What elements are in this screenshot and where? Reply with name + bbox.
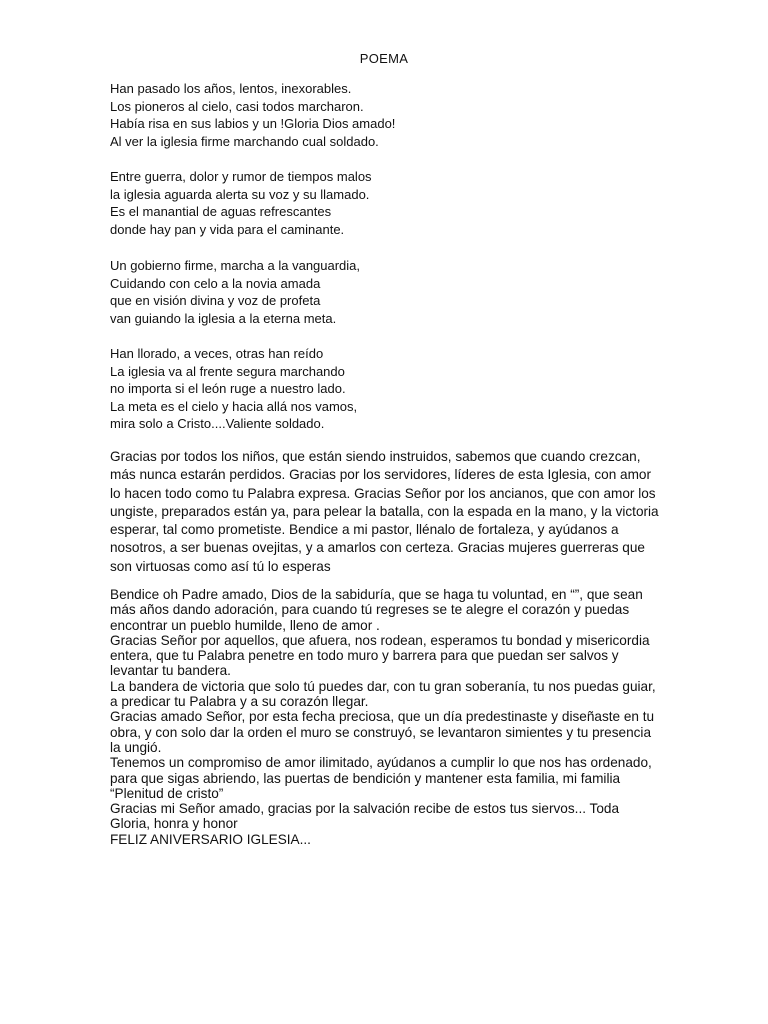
- stanza-line: Entre guerra, dolor y rumor de tiempos malos: [110, 169, 372, 184]
- paragraph-line: Tenemos un compromiso de amor ilimitado, ayúdanos a cumplir lo que nos has ordenado,: [110, 755, 652, 771]
- stanza-line: Al ver la iglesia firme marchando cual soldado.: [110, 133, 379, 149]
- paragraph-line: Bendice oh Padre amado, Dios de la sabiduría, que se haga tu voluntad, en “”, que sean: [110, 587, 643, 602]
- paragraph-line: obra, y con solo dar la orden el muro se construyó, se levantaron simientes y tu presencia: [110, 724, 652, 740]
- paragraph-line: más nunca estarán perdidos. Gracias por los servidores, líderes de esta Iglesia, con amor: [110, 467, 651, 483]
- stanza-line: Cuidando con celo a la novia amada: [110, 275, 321, 291]
- paragraph-blessing: [110, 587, 682, 847]
- paragraph-line: “Plenitud de cristo”: [110, 785, 224, 801]
- paragraph-line: FELIZ ANIVERSARIO IGLESIA...: [110, 831, 311, 847]
- paragraph-line: para que sigas abriendo, las puertas de bendición y mantener esta familia, mi familia: [110, 770, 621, 786]
- stanza-line: La meta es el cielo y hacia allá nos vamos,: [110, 398, 358, 414]
- stanza-line: Es el manantial de aguas refrescantes: [110, 204, 332, 220]
- paragraph-line: son virtuosas como así tú lo esperas: [110, 558, 331, 574]
- paragraph-line: la ungió.: [110, 739, 162, 755]
- stanza-line: Los pioneros al cielo, casi todos marcharon.: [110, 98, 364, 114]
- paragraph-line: Gracias amado Señor, por esta fecha preciosa, que un día predestinaste y diseñaste en tu: [110, 709, 655, 725]
- paragraph-line: Gloria, honra y honor: [110, 816, 238, 832]
- stanza-1: [110, 80, 670, 150]
- stanza-line: Un gobierno firme, marcha a la vanguardia,: [110, 258, 361, 273]
- paragraph-line: Gracias mi Señor amado, gracias por la salvación recibe de estos tus siervos... Toda: [110, 801, 620, 817]
- stanza-line: no importa si el león ruge a nuestro lado.: [110, 381, 346, 397]
- stanza-line: Han pasado los años, lentos, inexorables.: [110, 81, 352, 96]
- stanza-4: [110, 345, 670, 433]
- stanza-3: [110, 257, 670, 327]
- paragraph-line: levantar tu bandera.: [110, 663, 231, 679]
- stanza-line: la iglesia aguarda alerta su voz y su llamado.: [110, 186, 370, 202]
- stanza-line: donde hay pan y vida para el caminante.: [110, 221, 345, 237]
- paragraph-gratitude: [110, 448, 682, 576]
- stanza-line: van guiando la iglesia a la eterna meta.: [110, 310, 337, 326]
- stanza-2: [110, 168, 670, 238]
- paragraph-line: más años dando adoración, para cuando tú regreses se te alegre el corazón y puedas: [110, 602, 630, 618]
- page-title: POEMA: [359, 51, 409, 66]
- stanza-line: Han llorado, a veces, otras han reído: [110, 346, 324, 361]
- paragraph-line: nosotros, a ser buenas ovejitas, y a amarlos con certeza. Gracias mujeres guerreras que: [110, 540, 645, 556]
- paragraph-line: entera, que tu Palabra penetre en todo muro y barrera para que puedan ser salvos y: [110, 648, 619, 664]
- paragraph-line: Gracias por todos los niños, que están siendo instruidos, sabemos que cuando crezcan,: [110, 449, 641, 464]
- paragraph-line: esperar, tal como prometiste. Bendice a mi pastor, llénalo de fortaleza, y ayúdanos a: [110, 522, 619, 538]
- stanza-line: La iglesia va al frente segura marchando: [110, 363, 345, 379]
- paragraph-line: lo hacen todo como tu Palabra expresa. Gracias Señor por los ancianos, que con amor los: [110, 485, 656, 501]
- paragraph-line: Gracias Señor por aquellos, que afuera, nos rodean, esperamos tu bondad y misericordia: [110, 632, 650, 648]
- paragraph-line: encontrar un pueblo humilde, lleno de amor .: [110, 617, 380, 633]
- stanza-line: que en visión divina y voz de profeta: [110, 293, 321, 309]
- paragraph-line: La bandera de victoria que solo tú puedes dar, con tu gran soberanía, tu nos puedas guiar,: [110, 678, 656, 694]
- paragraph-line: ungiste, preparados están ya, para pelear la batalla, con la espada en la mano, y la victoria: [110, 503, 659, 519]
- paragraph-line: a predicar tu Palabra y a su corazón llegar.: [110, 694, 369, 710]
- stanza-line: mira solo a Cristo....Valiente soldado.: [110, 416, 325, 432]
- stanza-line: Había risa en sus labios y un !Gloria Dios amado!: [110, 116, 396, 132]
